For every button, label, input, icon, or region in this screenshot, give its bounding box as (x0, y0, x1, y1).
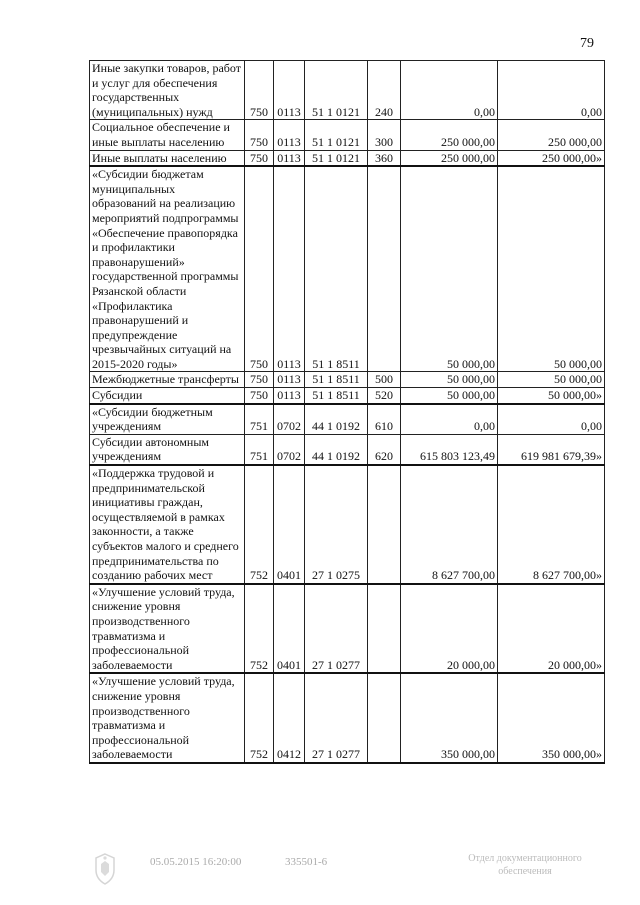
table-row (90, 673, 605, 763)
row-vedomstvo: 750 (245, 150, 274, 166)
row-csr: 44 1 0192 (305, 404, 368, 435)
row-vr (368, 166, 401, 372)
row-vr (368, 465, 401, 584)
row-csr: 51 1 0121 (305, 61, 368, 120)
row-vedomstvo: 751 (245, 404, 274, 435)
row-razdel: 0113 (274, 388, 305, 404)
table-row (90, 150, 605, 166)
row-razdel: 0113 (274, 120, 305, 150)
row-name: Субсидии автономным учреждениям (90, 434, 245, 465)
row-sum1: 615 803 123,49 (401, 434, 498, 465)
row-name: «Субсидии бюджетным учреждениям (90, 404, 245, 435)
row-sum2: 250 000,00 (498, 120, 605, 150)
budget-table (89, 60, 605, 764)
page-number: 79 (580, 36, 594, 51)
row-sum1: 0,00 (401, 404, 498, 435)
row-razdel: 0113 (274, 150, 305, 166)
row-vr (368, 673, 401, 763)
table-row (90, 166, 605, 372)
row-vedomstvo: 750 (245, 61, 274, 120)
row-vedomstvo: 750 (245, 120, 274, 150)
row-csr: 27 1 0275 (305, 465, 368, 584)
row-vr: 520 (368, 388, 401, 404)
row-sum1: 0,00 (401, 61, 498, 120)
footer-stamp: Отдел документационного обеспечения (468, 853, 582, 877)
row-sum2: 250 000,00» (498, 150, 605, 166)
row-sum2: 0,00 (498, 404, 605, 435)
row-sum2: 350 000,00» (498, 673, 605, 763)
footer-timestamp: 05.05.2015 16:20:00 (150, 856, 242, 868)
row-name: «Улучшение условий труда, снижение уровня производственного травматизма и профессиональной заболеваемости (90, 584, 245, 674)
row-name: «Улучшение условий труда, снижение уровня производственного травматизма и профессиональной заболеваемости (90, 673, 245, 763)
table-row (90, 61, 605, 120)
row-name: Субсидии (90, 388, 245, 404)
row-csr: 44 1 0192 (305, 434, 368, 465)
row-name: Иные выплаты населению (90, 150, 245, 166)
row-razdel: 0412 (274, 673, 305, 763)
row-sum2: 0,00 (498, 61, 605, 120)
row-sum2: 619 981 679,39» (498, 434, 605, 465)
row-razdel: 0702 (274, 404, 305, 435)
row-csr: 51 1 0121 (305, 150, 368, 166)
row-vedomstvo: 751 (245, 434, 274, 465)
row-razdel: 0113 (274, 61, 305, 120)
coat-of-arms-icon (92, 852, 118, 886)
row-csr: 27 1 0277 (305, 584, 368, 674)
row-sum1: 350 000,00 (401, 673, 498, 763)
table-row (90, 372, 605, 388)
table-row (90, 120, 605, 150)
row-csr: 51 1 0121 (305, 120, 368, 150)
row-razdel: 0702 (274, 434, 305, 465)
row-vr: 300 (368, 120, 401, 150)
row-name: Межбюджетные трансферты (90, 372, 245, 388)
row-sum1: 50 000,00 (401, 372, 498, 388)
row-csr: 51 1 8511 (305, 372, 368, 388)
row-vedomstvo: 752 (245, 465, 274, 584)
row-vr: 620 (368, 434, 401, 465)
row-csr: 51 1 8511 (305, 388, 368, 404)
row-vr (368, 584, 401, 674)
row-csr: 27 1 0277 (305, 673, 368, 763)
row-sum2: 50 000,00» (498, 388, 605, 404)
table-row (90, 404, 605, 435)
footer-doc-id: 335501-6 (285, 856, 328, 868)
row-sum1: 250 000,00 (401, 150, 498, 166)
row-razdel: 0113 (274, 166, 305, 372)
row-name: Иные закупки товаров, работ и услуг для обеспечения государственных (муниципальных) нужд (90, 61, 245, 120)
row-sum1: 20 000,00 (401, 584, 498, 674)
table-row (90, 465, 605, 584)
table-row (90, 584, 605, 674)
row-sum2: 50 000,00 (498, 166, 605, 372)
row-vr: 360 (368, 150, 401, 166)
row-vr: 240 (368, 61, 401, 120)
row-sum2: 50 000,00 (498, 372, 605, 388)
table-row (90, 434, 605, 465)
row-name: «Поддержка трудовой и предпринимательской инициативы граждан, осуществляемой в рамках законности, а также субъектов малого и среднего предпринимательства по созданию рабочих мест (90, 465, 245, 584)
row-sum1: 50 000,00 (401, 166, 498, 372)
row-razdel: 0401 (274, 465, 305, 584)
row-vedomstvo: 750 (245, 166, 274, 372)
row-name: Социальное обеспечение и иные выплаты населению (90, 120, 245, 150)
row-vr: 500 (368, 372, 401, 388)
table-row (90, 388, 605, 404)
row-sum2: 20 000,00» (498, 584, 605, 674)
row-razdel: 0113 (274, 372, 305, 388)
row-name: «Субсидии бюджетам муниципальных образований на реализацию мероприятий подпрограммы «Обеспечение правопорядка и профилактики правонарушений» государственной программы Рязанской области «Профилактика правонарушений и предупреждение чрезвычайных ситуаций на 2015-2020 годы» (90, 166, 245, 372)
row-vedomstvo: 752 (245, 584, 274, 674)
row-vedomstvo: 752 (245, 673, 274, 763)
row-csr: 51 1 8511 (305, 166, 368, 372)
row-razdel: 0401 (274, 584, 305, 674)
row-sum2: 8 627 700,00» (498, 465, 605, 584)
row-sum1: 250 000,00 (401, 120, 498, 150)
row-vr: 610 (368, 404, 401, 435)
row-sum1: 8 627 700,00 (401, 465, 498, 584)
row-vedomstvo: 750 (245, 372, 274, 388)
document-footer (0, 852, 640, 892)
row-sum1: 50 000,00 (401, 388, 498, 404)
row-vedomstvo: 750 (245, 388, 274, 404)
